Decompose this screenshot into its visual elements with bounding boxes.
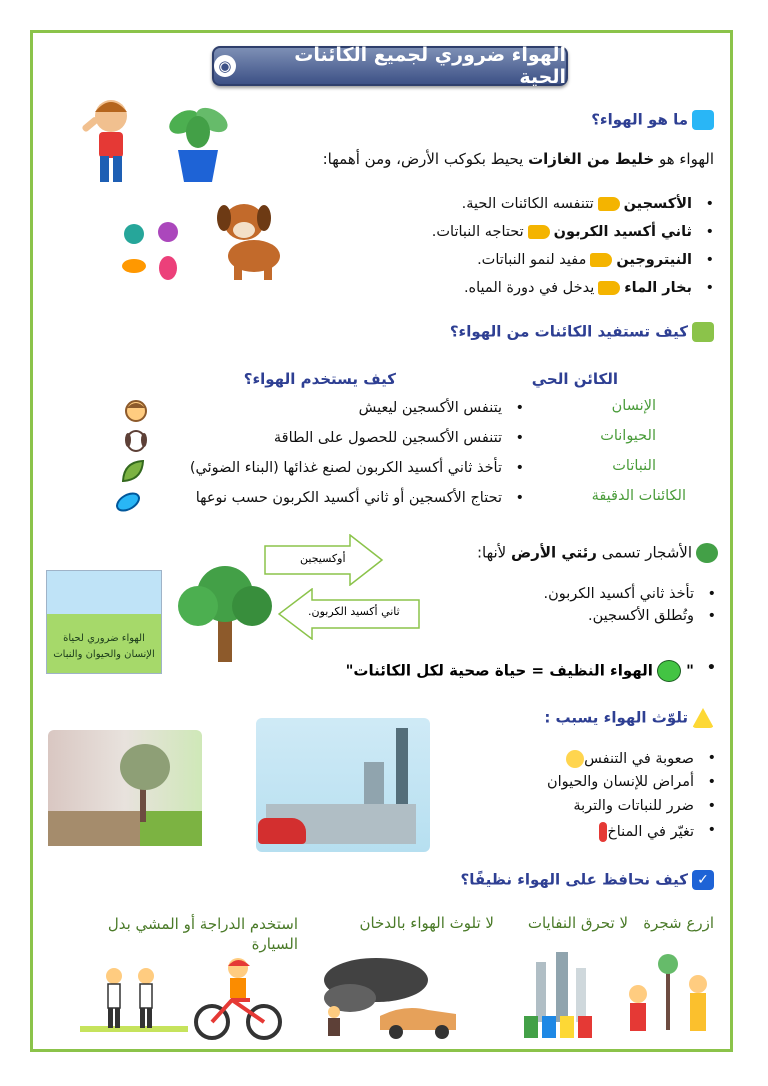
air-definition: الهواء هو خليط من الغازات يحيط بكوكب الأرض، ومن أهمها: xyxy=(322,150,714,168)
people-icon xyxy=(692,322,714,342)
polluted-tree-illustration xyxy=(48,730,202,846)
tree-point-2: • وتُطلق الأكسجين. xyxy=(588,608,694,624)
protect-air-heading: ✓كيف نحافظ على الهواء نظيفًا؟ xyxy=(461,870,715,890)
oxygen-arrow-label: أوكسيجين xyxy=(300,552,346,565)
col-header-being: الكائن الحي xyxy=(531,370,618,388)
how-microbes: • تحتاج الأكسجين أو ثاني أكسيد الكربون حسب نوعها xyxy=(196,490,502,506)
what-is-air-heading: ما هو الهواء؟ xyxy=(591,110,714,130)
gas-item-co2: • ثاني أكسيد الكربونتحتاجه النباتات. xyxy=(432,224,692,240)
potted-plant-illustration xyxy=(162,100,234,184)
car-smoke-illustration xyxy=(320,954,464,1040)
hand-pointer-icon xyxy=(528,225,550,239)
trees-lungs-statement: الأشجار تسمى رئتي الأرض لأنها: xyxy=(477,543,718,563)
action-no-smoke: لا تلوث الهواء بالدخان xyxy=(359,914,494,932)
being-microbes: الكائنات الدقيقة xyxy=(591,488,686,504)
recycling-city-illustration xyxy=(516,952,612,1042)
checkbox-icon: ✓ xyxy=(692,870,714,890)
page-title xyxy=(212,46,568,86)
how-human: • يتنفس الأكسجين ليعيش xyxy=(359,400,502,416)
sick-face-icon xyxy=(566,750,584,768)
tree-icon xyxy=(696,543,718,563)
being-animals: الحيوانات xyxy=(600,428,656,444)
action-plant-tree: ازرع شجرة xyxy=(643,914,714,932)
effect-plants-soil: • ضرر للنباتات والتربة xyxy=(573,798,694,814)
tree-illustration xyxy=(172,560,278,664)
microbe-icon xyxy=(114,490,142,514)
warning-icon xyxy=(692,708,714,728)
how-plants: • تأخذ ثاني أكسيد الكربون لصنع غذائها (البناء الضوئي) xyxy=(190,460,502,476)
walking-people-illustration xyxy=(80,964,188,1040)
being-human: الإنسان xyxy=(611,398,656,414)
how-animals: • تتنفس الأكسجين للحصول على الطاقة xyxy=(274,430,502,446)
dog-face-icon xyxy=(124,428,148,452)
effect-disease: • أمراض للإنسان والحيوان xyxy=(547,774,694,790)
globe-icon: ◉ xyxy=(214,55,236,77)
face-icon xyxy=(124,398,148,422)
hand-pointer-icon xyxy=(590,253,612,267)
clean-air-slogan: " الهواء النظيف = حياة صحية لكل الكائنات" xyxy=(346,660,694,682)
green-circle-icon xyxy=(657,660,681,682)
tree-point-1: • تأخذ ثاني أكسيد الكربون. xyxy=(543,586,694,602)
microbes-illustration xyxy=(120,218,184,284)
hand-pointer-icon xyxy=(598,281,620,295)
co2-arrow-label: ثاني أكسيد الكربون. xyxy=(308,605,400,618)
hand-pointer-icon xyxy=(598,197,620,211)
col-header-how: كيف يستخدم الهواء؟ xyxy=(243,370,396,388)
poster-illustration xyxy=(46,570,162,674)
factory-smoke-illustration xyxy=(256,718,430,852)
effect-climate: • تغيّر في المناخ xyxy=(595,822,694,842)
boy-illustration xyxy=(78,96,140,188)
action-no-burning: لا تحرق النفايات xyxy=(527,914,628,932)
gas-item-oxygen: • الأكسجينتتنفسه الكائنات الحية. xyxy=(462,196,692,212)
effect-breathing: • صعوبة في التنفس xyxy=(562,750,694,768)
gas-item-water-vapor: • بخار الماءيدخل في دورة المياه. xyxy=(464,280,692,296)
title-text: الهواء ضروري لجميع الكائنات الحية xyxy=(294,44,566,88)
gas-item-nitrogen: • النيتروجينمفيد لنمو النباتات. xyxy=(477,252,692,268)
planting-children-illustration xyxy=(620,954,716,1040)
benefit-heading: كيف تستفيد الكائنات من الهواء؟ xyxy=(450,322,714,342)
poster-text: الهواء ضروري لحياة الإنسان والحيوان والنبات xyxy=(53,633,155,660)
being-plants: النباتات xyxy=(612,458,656,474)
action-bike-walk: استخدم الدراجة أو المشي بدل السيارة xyxy=(107,915,298,953)
bicycle-boy-illustration xyxy=(194,956,282,1044)
dog-illustration xyxy=(210,196,290,282)
pollution-heading: تلوّث الهواء يسبب : xyxy=(544,708,714,728)
leaf-icon xyxy=(120,458,146,484)
pointing-hand-icon xyxy=(692,110,714,130)
